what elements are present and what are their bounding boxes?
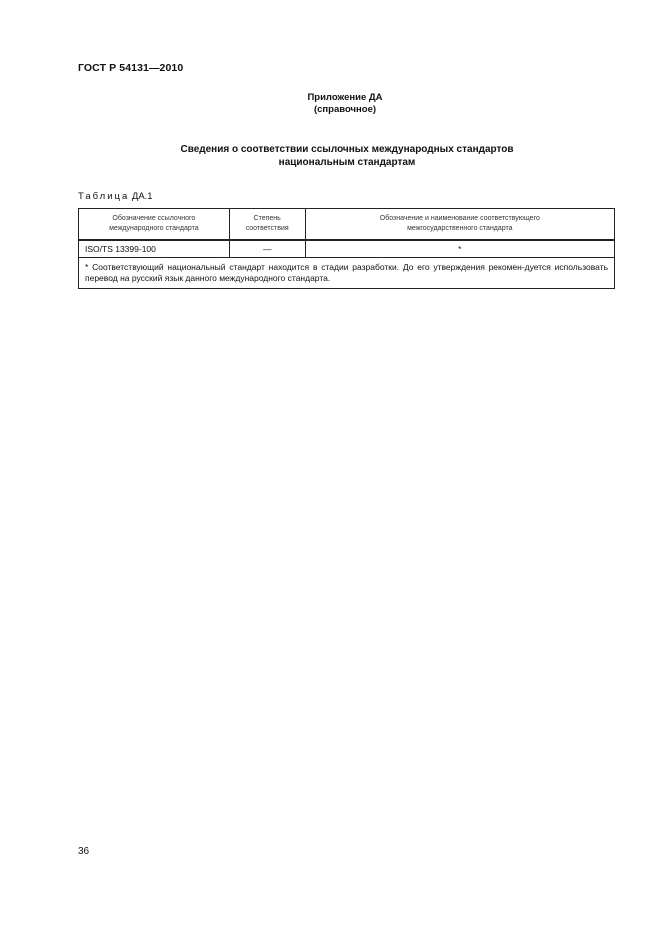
cell-standard-code: ISO/TS 13399-100 bbox=[79, 240, 230, 258]
cell-degree: — bbox=[229, 240, 305, 258]
column-header-degree: Степень соответствия bbox=[229, 209, 305, 241]
column-header-international-standard: Обозначение ссылочного международного стандарта bbox=[79, 209, 230, 241]
table-header-row bbox=[79, 209, 615, 241]
section-title-line1: Сведения о соответствии ссылочных международных стандартов bbox=[180, 144, 514, 155]
table-caption-number: ДА.1 bbox=[131, 191, 153, 202]
table-row bbox=[79, 240, 615, 258]
table-caption-prefix: Таблица bbox=[78, 191, 130, 202]
section-title-line2: национальным стандартам bbox=[278, 157, 416, 168]
appendix-title: Приложение ДА bbox=[307, 92, 383, 103]
table-footnote: * Соответствующий национальный стандарт находится в стадии разработки. До его утверждения рекомен-дуется использовать перевод на русский язык данного международного стандарта. bbox=[79, 258, 615, 289]
page-number: 36 bbox=[78, 846, 90, 857]
section-title bbox=[0, 143, 661, 169]
table-caption bbox=[78, 191, 153, 202]
appendix-heading bbox=[0, 92, 661, 116]
document-code: ГОСТ Р 54131—2010 bbox=[78, 62, 184, 74]
cell-interstate-standard: * bbox=[305, 240, 614, 258]
appendix-subtitle: (справочное) bbox=[313, 104, 377, 115]
table-footnote-row bbox=[79, 258, 615, 289]
standards-table bbox=[78, 208, 615, 289]
column-header-interstate-standard: Обозначение и наименование соответствующего межгосударственного стандарта bbox=[305, 209, 614, 241]
